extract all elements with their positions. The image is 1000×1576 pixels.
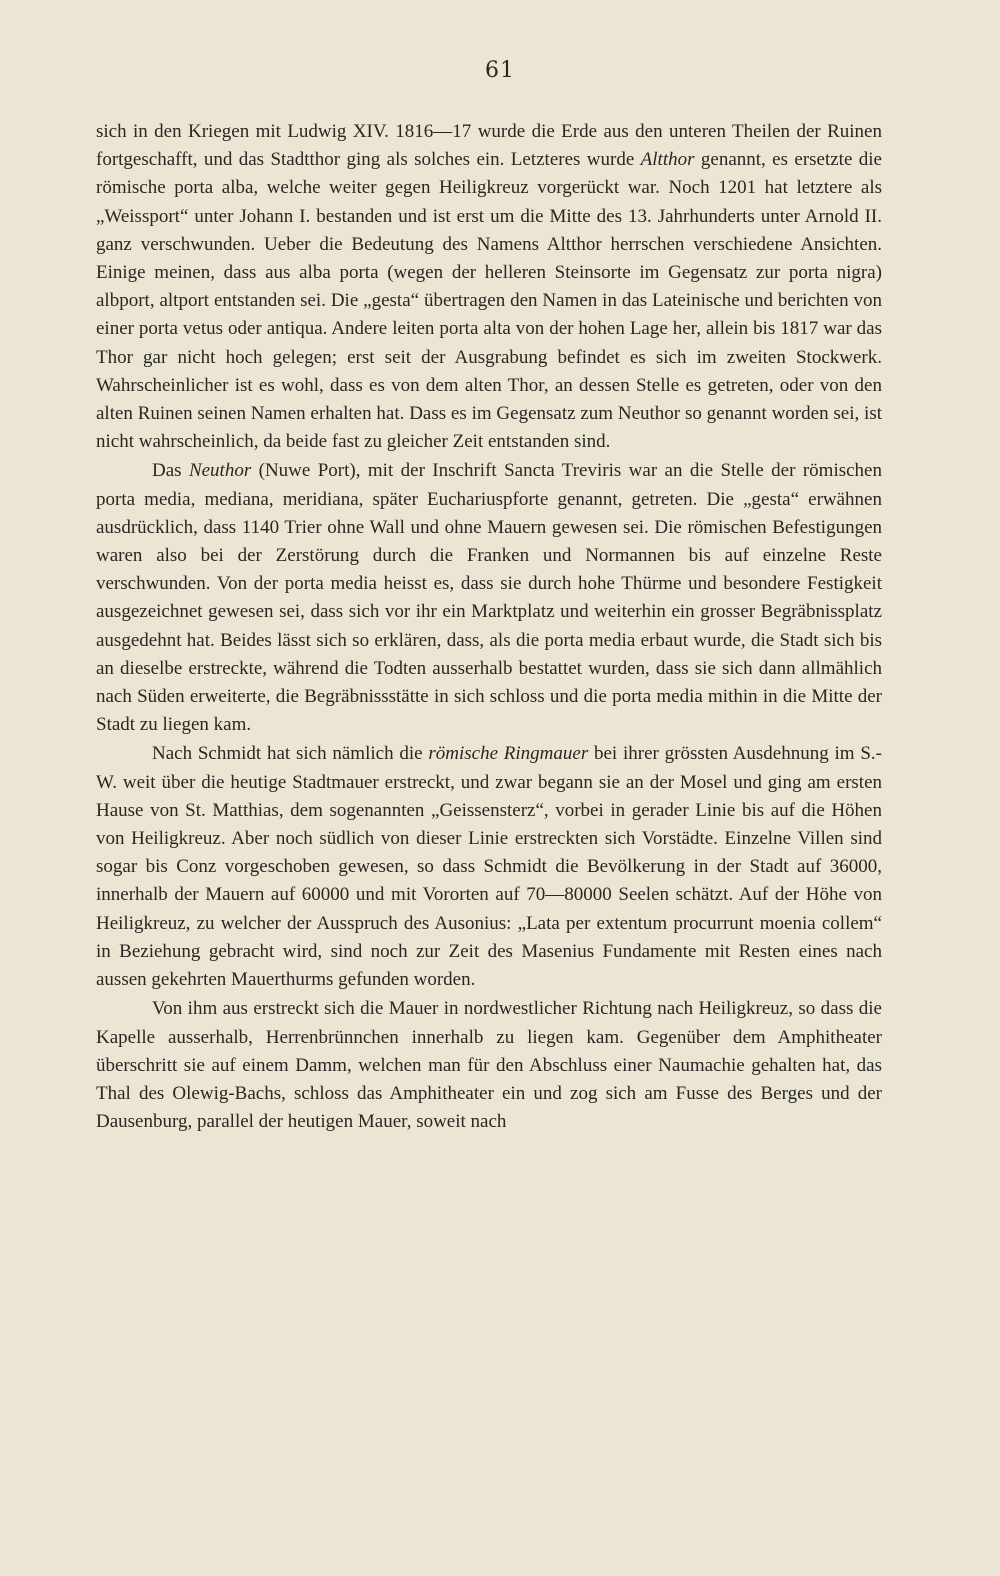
body-text bbox=[96, 118, 882, 1136]
text-segment: sich in den Kriegen mit Ludwig XIV. 1816—17 wurde die Erde aus den unteren Theilen der Ruinen fortgeschafft, und das Stadtthor ging als solches ein. Letzteres wurde bbox=[96, 121, 882, 171]
paragraph-mauer-verlauf bbox=[96, 995, 882, 1136]
paragraph-altthor bbox=[96, 118, 882, 456]
text-segment: genannt, es ersetzte die römische porta alba, welche weiter gegen Heiligkreuz vorgerückt war. Noch 1201 hat letztere als „Weissport“ unter Johann I. bestanden und ist erst um die Mitte des 13. Jahrhunderts unter Arnold II. ganz verschwunden. Ueber die Bedeutung des Namens Altthor herrschen verschiedene Ansichten. Einige meinen, dass aus alba porta (wegen der helleren Steinsorte im Gegensatz zur porta nigra) albport, altport entstanden sei. Die „gesta“ übertragen den Namen in das Lateinische und berichten von einer porta vetus oder antiqua. Andere leiten porta alta von der hohen Lage her, allein bis 1817 war das Thor gar nicht hoch gelegen; erst seit der Ausgrabung befindet es sich im zweiten Stockwerk. Wahrscheinlicher ist es wohl, dass es von dem alten Thor, an dessen Stelle es getreten, oder von den alten Ruinen seinen Namen erhalten hat. Dass es im Gegensatz zum Neuthor so genannt worden sei, ist nicht wahrscheinlich, da beide fast zu gleicher Zeit entstanden sind. bbox=[96, 149, 882, 453]
text-segment: Das bbox=[152, 460, 189, 482]
page-number: 61 bbox=[485, 58, 515, 83]
text-segment: Von ihm aus erstreckt sich die Mauer in nordwestlicher Richtung nach Heiligkreuz, so dass die Kapelle ausserhalb, Herrenbrünnchen innerhalb zu liegen kam. Gegenüber dem Amphitheater überschritt sie auf einem Damm, welchen man für den Abschluss einer Naumachie gehalten hat, das Thal des Olewig-Bachs, schloss das Amphitheater ein und zog sich am Fusse des Berges und der Dausenburg, parallel der heutigen Mauer, soweit nach bbox=[96, 998, 882, 1133]
italic-term: römische Ringmauer bbox=[428, 743, 589, 765]
text-segment: Nach Schmidt hat sich nämlich die bbox=[152, 743, 429, 765]
italic-term: Neuthor bbox=[188, 460, 252, 482]
paragraph-ringmauer bbox=[96, 740, 882, 994]
italic-term: Altthor bbox=[640, 149, 695, 171]
paragraph-neuthor bbox=[96, 457, 882, 739]
text-segment: (Nuwe Port), mit der Inschrift Sancta Treviris war an die Stelle der römischen porta media, mediana, meridiana, später Euchariuspforte genannt, getreten. Die „gesta“ erwähnen ausdrücklich, dass 1140 Trier ohne Wall und ohne Mauern gewesen sei. Die römischen Befestigungen waren also bei der Zerstörung durch die Franken und Normannen bis auf einzelne Reste verschwunden. Von der porta media heisst es, dass sie durch hohe Thürme und besondere Festigkeit ausgezeichnet gewesen sei, dass sich vor ihr ein Marktplatz und weiterhin ein grosser Begräbnissplatz ausgedehnt hat. Beides lässt sich so erklären, dass, als die porta media erbaut wurde, die Stadt sich bis an dieselbe erstreckte, während die Todten ausserhalb bestattet wurden, dass sie sich dann allmählich nach Süden erweiterte, die Begräbnissstätte in sich schloss und die porta media mithin in die Mitte der Stadt zu liegen kam. bbox=[96, 460, 882, 736]
text-segment: bei ihrer grössten Ausdehnung im S.-W. weit über die heutige Stadtmauer erstreckt, und zwar begann sie an der Mosel und ging am ersten Hause von St. Matthias, dem sogenannten „Geissensterz“, vorbei in gerader Linie bis auf die Höhen von Heiligkreuz. Aber noch südlich von dieser Linie erstreckten sich Vorstädte. Einzelne Villen sind sogar bis Conz vorgeschoben gewesen, so dass Schmidt die Bevölkerung in der Stadt auf 36000, innerhalb der Mauern auf 60000 und mit Vororten auf 70—80000 Seelen schätzt. Auf der Höhe von Heiligkreuz, zu welcher der Ausspruch des Ausonius: „Lata per extentum procurrunt moenia collem“ in Beziehung gebracht wird, sind noch zur Zeit des Masenius Fundamente mit Resten eines nach aussen gekehrten Mauerthurms gefunden worden. bbox=[96, 743, 883, 991]
